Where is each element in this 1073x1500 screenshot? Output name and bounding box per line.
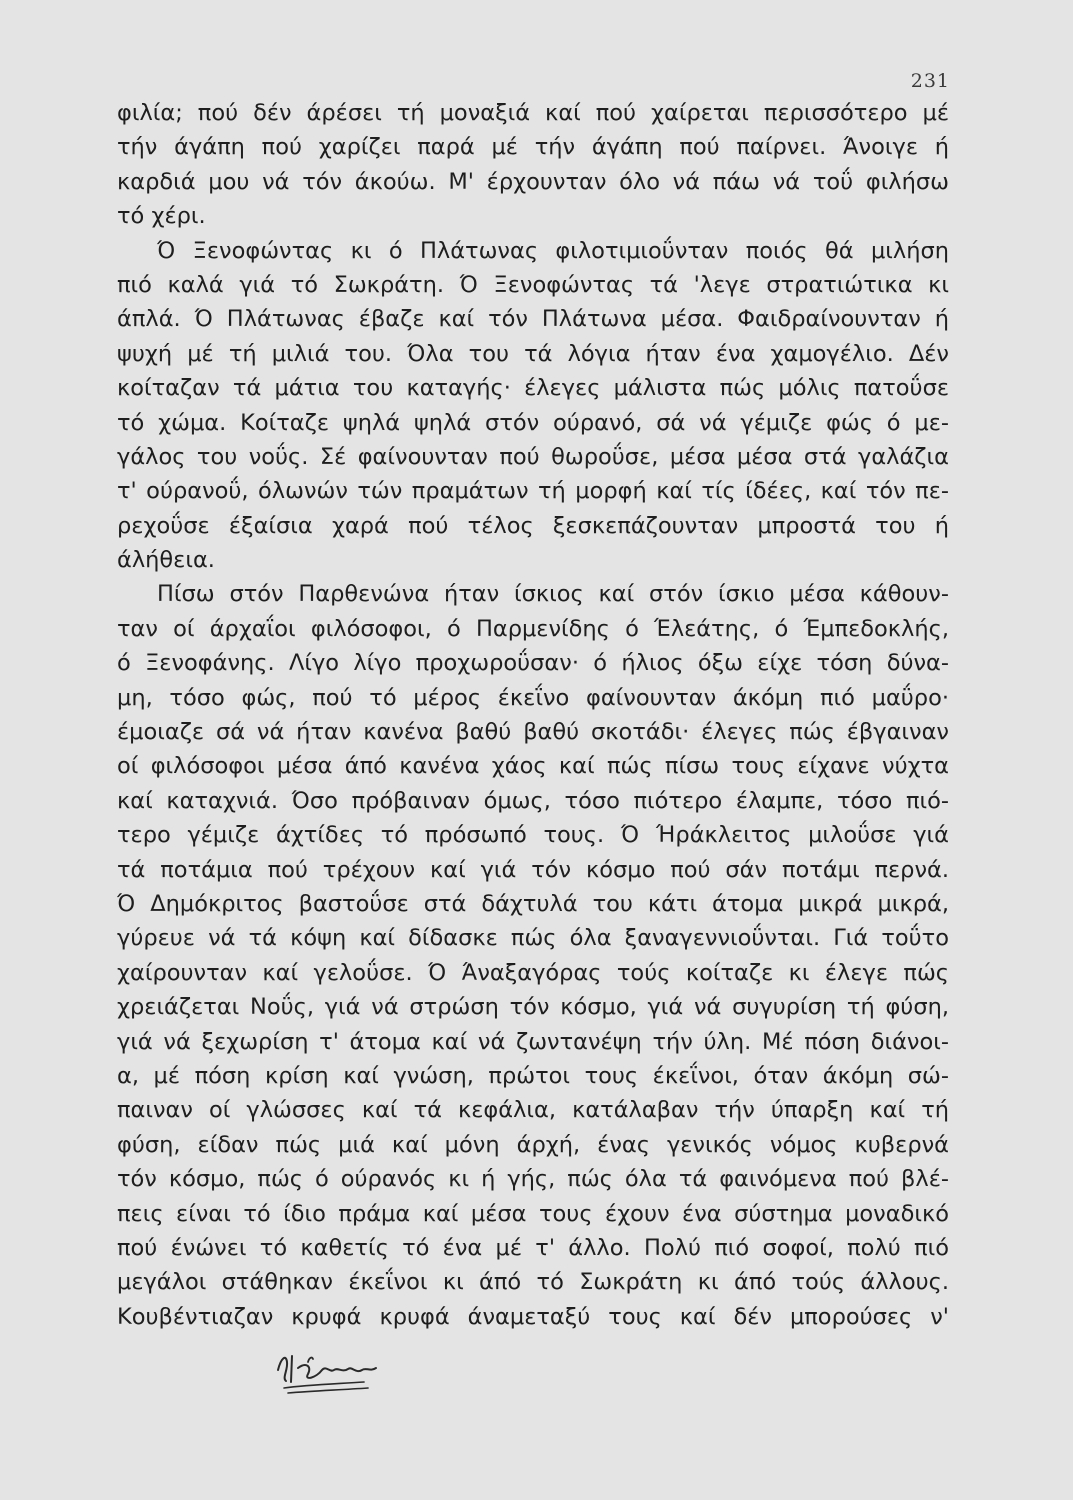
text-line: τερο γέμιζε άχτίδες τό πρόσωπό τους. Ό Ήράκλειτος μιλοΰσε γιά [117, 822, 949, 849]
handwritten-signature [272, 1348, 382, 1398]
text-line: Πίσω στόν Παρθενώνα ήταν ίσκιος καί στόν ίσκιο μέσα κάθουν- [157, 581, 949, 608]
text-line: πού ένώνει τό καθετίς τό ένα μέ τ' άλλο. Πολύ πιό σοφοί, πολύ πιό [117, 1234, 949, 1261]
text-line: άπλά. Ό Πλάτωνας έβαζε καί τόν Πλάτωνα μέσα. Φαιδραίνουνταν ή [117, 306, 949, 333]
text-line: καρδιά μου νά τόν άκούω. Μ' έρχουνταν όλο νά πάω νά τοΰ φιλήσω [117, 168, 949, 195]
text-line: ό Ξενοφάνης. Λίγο λίγο προχωροΰσαν· ό ήλιος όξω είχε τόση δύνα- [117, 650, 949, 677]
text-line: φύση, είδαν πώς μιά καί μόνη άρχή, ένας γενικός νόμος κυβερνά [117, 1131, 949, 1158]
text-line: παιναν οί γλώσσες καί τά κεφάλια, κατάλαβαν τήν ύπαρξη καί τή [117, 1097, 949, 1124]
text-line: ψυχή μέ τή μιλιά του. Όλα του τά λόγια ήταν ένα χαμογέλιο. Δέν [117, 340, 949, 367]
text-line: γιά νά ξεχωρίση τ' άτομα καί νά ζωντανέψη τήν ύλη. Μέ πόση διάνοι- [117, 1028, 949, 1055]
text-line: μεγάλοι στάθηκαν έκεΐνοι κι άπό τό Σωκράτη κι άπό τούς άλλους. [117, 1269, 949, 1296]
text-line: Κουβέντιαζαν κρυφά κρυφά άναμεταξύ τους καί δέν μπορούσες ν' [117, 1303, 949, 1330]
text-line: τήν άγάπη πού χαρίζει παρά μέ τήν άγάπη πού παίρνει. Άνοιγε ή [117, 134, 949, 161]
text-line: Ό Δημόκριτος βαστοΰσε στά δάχτυλά του κάτι άτομα μικρά μικρά, [117, 890, 949, 917]
text-line: τ' ούρανοΰ, όλωνών τών πραμάτων τή μορφή καί τίς ίδέες, καί τόν πε- [117, 478, 949, 505]
text-line: άλήθεια. [117, 547, 215, 574]
text-line: μη, τόσο φώς, πού τό μέρος έκεΐνο φαίνουνταν άκόμη πιό μαΰρο· [117, 684, 949, 711]
text-line: Ό Ξενοφώντας κι ό Πλάτωνας φιλοτιμιοΰνταν ποιός θά μιλήση [157, 237, 949, 264]
text-line: ρεχοΰσε έξαίσια χαρά πού τέλος ξεσκεπάζουνταν μπροστά του ή [117, 512, 949, 539]
text-line: έμοιαζε σά νά ήταν κανένα βαθύ βαθύ σκοτάδι· έλεγες πώς έβγαιναν [117, 719, 949, 746]
text-line: τό χέρι. [117, 203, 206, 230]
text-line: πιό καλά γιά τό Σωκράτη. Ό Ξενοφώντας τά 'λεγε στρατιώτικα κι [117, 271, 949, 298]
text-line: α, μέ πόση κρίση καί γνώση, πρώτοι τους έκεΐνοι, όταν άκόμη σώ- [117, 1062, 949, 1089]
page-number: 231 [910, 70, 950, 92]
text-line: πεις είναι τό ίδιο πράμα καί μέσα τους έχουν ένα σύστημα μοναδικό [117, 1200, 949, 1227]
text-line: οί φιλόσοφοι μέσα άπό κανένα χάος καί πώς πίσω τους είχανε νύχτα [117, 753, 949, 780]
text-line: τό χώμα. Κοίταζε ψηλά ψηλά στόν ούρανό, σά νά γέμιζε φώς ό με- [117, 409, 949, 436]
text-line: κοίταζαν τά μάτια του καταγής· έλεγες μάλιστα πώς μόλις πατοΰσε [117, 375, 949, 402]
text-line: χαίρουνταν καί γελοΰσε. Ό Άναξαγόρας τούς κοίταζε κι έλεγε πώς [117, 959, 949, 986]
text-line: γύρευε νά τά κόψη καί δίδασκε πώς όλα ξαναγεννιοΰνται. Γιά τοΰτο [117, 925, 949, 952]
text-line: καί καταχνιά. Όσο πρόβαιναν όμως, τόσο πιότερο έλαμπε, τόσο πιό- [117, 787, 949, 814]
body-text [117, 96, 949, 1334]
text-line: χρειάζεται Νοΰς, γιά νά στρώση τόν κόσμο, γιά νά συγυρίση τή φύση, [117, 994, 949, 1021]
text-line: φιλία; πού δέν άρέσει τή μοναξιά καί πού χαίρεται περισσότερο μέ [117, 100, 949, 126]
text-line: τόν κόσμο, πώς ό ούρανός κι ή γής, πώς όλα τά φαινόμενα πού βλέ- [117, 1166, 949, 1193]
text-line: ταν οί άρχαΐοι φιλόσοφοι, ό Παρμενίδης ό Έλεάτης, ό Έμπεδοκλής, [117, 615, 949, 642]
text-line: τά ποτάμια πού τρέχουν καί γιά τόν κόσμο πού σάν ποτάμι περνά. [117, 856, 949, 883]
text-line: γάλος του νοΰς. Σέ φαίνουνταν πού θωροΰσε, μέσα μέσα στά γαλάζια [117, 443, 949, 470]
